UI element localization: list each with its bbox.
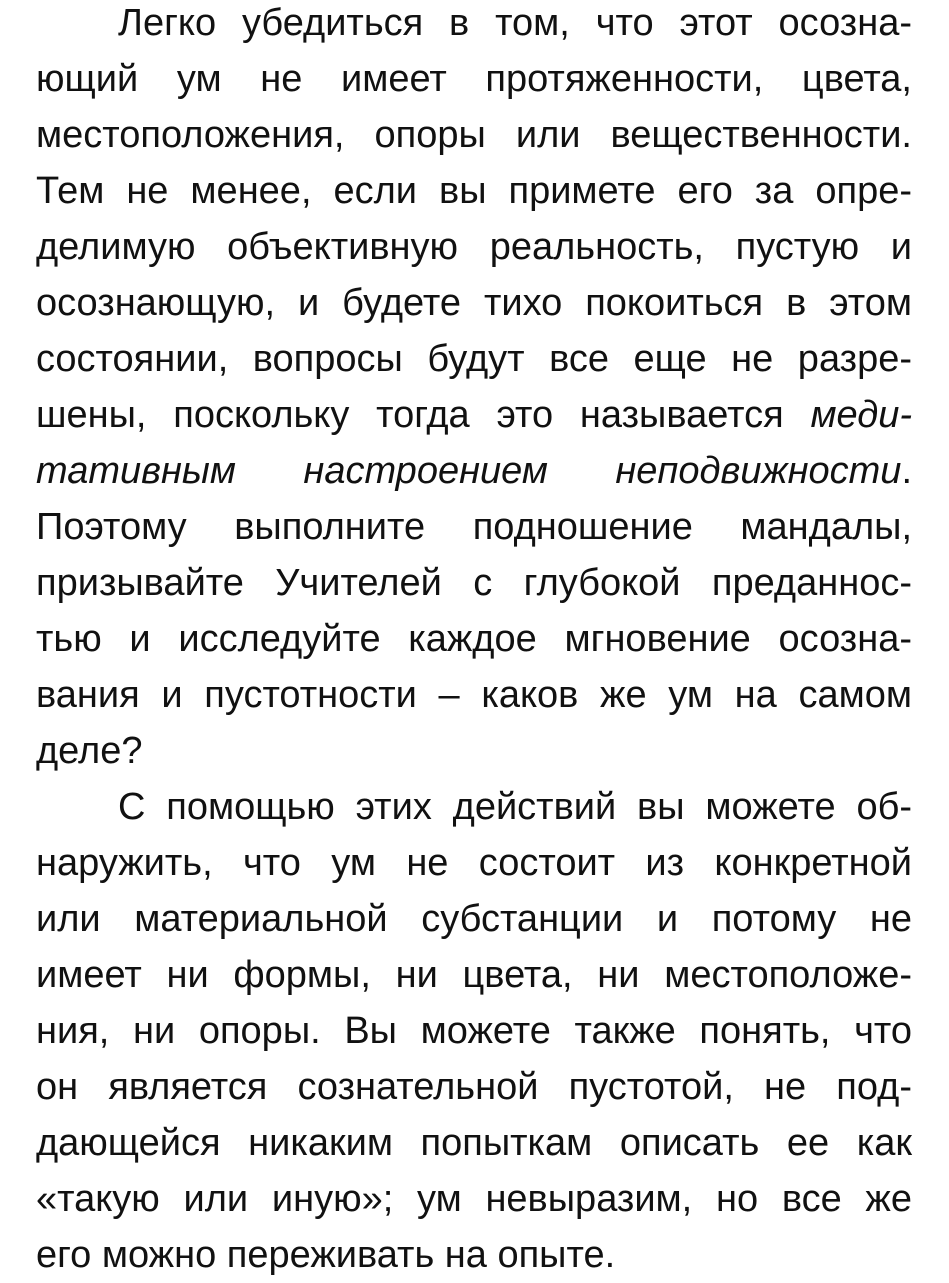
text-line: состоянии, вопросы будут все еще не разре-: [36, 338, 912, 380]
text-line: делимую объективную реальность, пустую и: [36, 226, 912, 268]
text-line: он является сознательной пустотой, не под-: [36, 1066, 912, 1108]
text-line: вания и пустотности – каков же ум на самом: [36, 674, 912, 716]
text-line: местоположения, опоры или вещественности.: [36, 114, 912, 156]
paragraph: [36, 0, 912, 779]
text-line: ющий ум не имеет протяженности, цвета,: [36, 58, 912, 100]
text-line: деле?: [36, 730, 143, 772]
text-line: ния, ни опоры. Вы можете также понять, что: [36, 1010, 912, 1052]
text-line: призывайте Учителей с глубокой преданнос-: [36, 562, 912, 604]
italic-term: тативным настроением неподвижности: [36, 450, 902, 492]
text-line: Легко убедиться в том, что этот осозна-: [118, 2, 912, 44]
text-line: С помощью этих действий вы можете об-: [118, 786, 912, 828]
document-page: [36, 0, 912, 1283]
text-line: тью и исследуйте каждое мгновение осозна-: [36, 618, 912, 660]
text-line: имеет ни формы, ни цвета, ни местоположе-: [36, 954, 912, 996]
text-line: осознающую, и будете тихо покоиться в этом: [36, 282, 912, 324]
text-line: наружить, что ум не состоит из конкретной: [36, 842, 912, 884]
paragraph: [36, 779, 912, 1283]
text-line: «такую или иную»; ум невыразим, но все же: [36, 1178, 912, 1220]
text-line: или материальной субстанции и потому не: [36, 898, 912, 940]
text-line: дающейся никаким попыткам описать ее как: [36, 1122, 912, 1164]
text-run: .: [901, 450, 912, 492]
text-line: [36, 387, 912, 443]
text-line: Поэтому выполните подношение мандалы,: [36, 506, 912, 548]
text-line: [36, 443, 912, 499]
text-run: шены, поскольку тогда это называется: [36, 394, 811, 436]
text-line: Тем не менее, если вы примете его за опре-: [36, 170, 912, 212]
italic-term: меди-: [810, 394, 912, 436]
text-line: его можно переживать на опыте.: [36, 1234, 616, 1276]
